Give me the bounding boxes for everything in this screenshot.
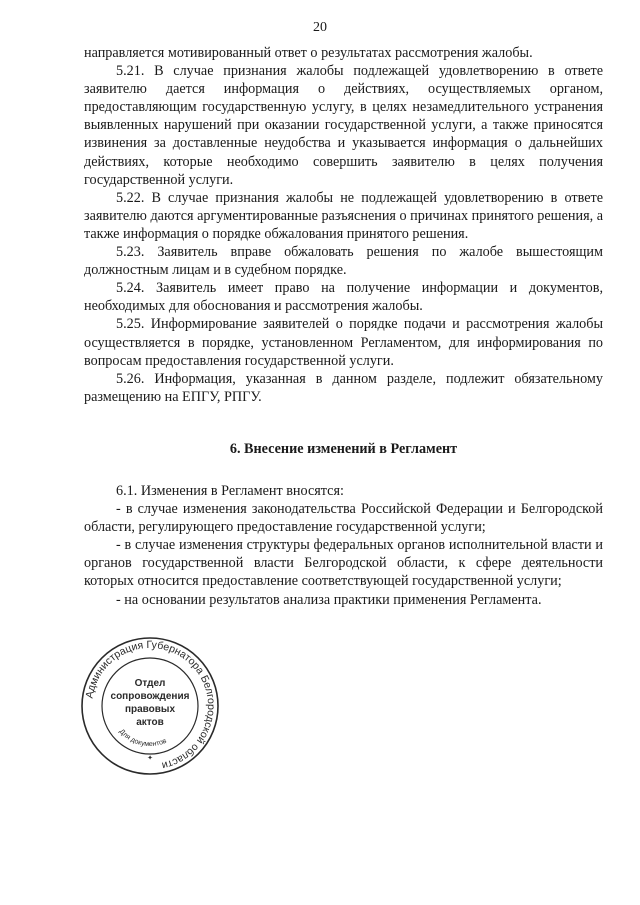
paragraph-5-23: 5.23. Заявитель вправе обжаловать решения по жалобе вышестоящим должностным лицам и в судебном порядке. [84,244,603,279]
stamp-graphic [80,636,220,776]
stamp-center-line: актов [136,717,164,728]
paragraph-5-21: 5.21. В случае признания жалобы подлежащей удовлетворению в ответе заявителю дается информация о действиях, осуществляемых органом, предоставляющим государственную услугу, в целях незамедлительного устранения выявленных нарушений при оказании государственной услуги, а также приносятся извинения за доставленные неудобства и указывается информация о дальнейших действиях, которые необходимо совершить заявителю в целях получения государственной услуги. [84,63,603,188]
page-number: 20 [313,20,327,35]
stamp-center-line: сопровождения [110,691,190,702]
star-icon: ✦ [147,755,153,762]
list-item: - в случае изменения законодательства Российской Федерации и Белгородской области, регулирующего предоставление государственной услуги; [84,501,603,536]
section-heading: 6. Внесение изменений в Регламент [229,440,458,457]
list-item: - на основании результатов анализа практики применения Регламента. [116,591,542,608]
stamp-center-line: Отдел [134,678,166,689]
paragraphs-top [84,44,603,406]
paragraph-5-24: 5.24. Заявитель имеет право на получение информации и документов, необходимых для обоснования и рассмотрения жалобы. [84,280,603,315]
official-stamp [80,636,220,776]
paragraph-6-1: 6.1. Изменения в Регламент вносятся: [116,482,344,499]
paragraph-5-25: 5.25. Информирование заявителей о порядке подачи и рассмотрения жалобы осуществляется в порядке, установленном Регламентом, для информирования по вопросам предоставления государственной услуги. [84,316,603,369]
list-item: - в случае изменения структуры федеральных органов исполнительной власти и органов государственной власти Белгородской области, к сфере деятельности которых относится предоставление соответствующей государственной услуги; [84,537,603,590]
stamp-center-line: правовых [124,704,176,715]
stamp-inner-text: Для документов [117,728,168,749]
paragraphs-bottom [84,482,603,609]
paragraph-5-22: 5.22. В случае признания жалобы не подлежащей удовлетворению в ответе заявителю даются аргументированные разъяснения о причинах принятого решения, а также информация о порядке обжалования принятого решения. [84,189,604,242]
stamp-outer-text: Администрация Губернатора Белгородской области [83,638,218,772]
paragraph-5-26: 5.26. Информация, указанная в данном разделе, подлежит обязательному размещению на ЕПГУ, РПГУ. [84,370,603,405]
paragraph: направляется мотивированный ответ о результатах рассмотрения жалобы. [84,45,533,61]
document-body [84,44,603,609]
